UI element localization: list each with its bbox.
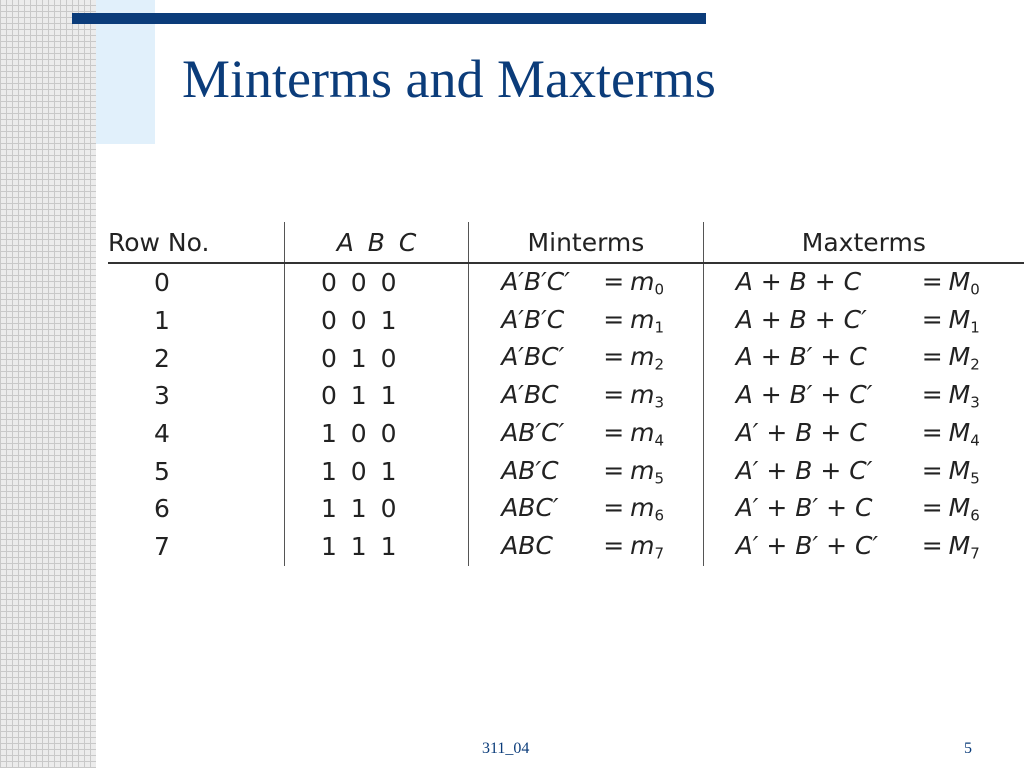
minterm-index: 3 [654, 393, 665, 412]
maxterm-index: 7 [970, 544, 980, 563]
maxterm-cell [703, 302, 1024, 340]
row-number: 0 [108, 263, 284, 302]
table-row [108, 302, 1024, 340]
abc-values: 0 1 1 [284, 377, 468, 415]
maxterm-index: 4 [970, 431, 980, 450]
minterm-expression: ABC [501, 530, 553, 560]
minterm-index: 0 [654, 280, 665, 299]
header-row-no: Row No. [108, 222, 284, 263]
maxterm-symbol: M [948, 455, 971, 485]
minterm-symbol: m [630, 455, 655, 485]
minterm-expression: AB′C′ [501, 417, 565, 447]
maxterm-symbol: M [948, 304, 971, 334]
row-number: 4 [108, 415, 284, 453]
row-number: 1 [108, 302, 284, 340]
maxterm-symbol: M [948, 342, 971, 372]
abc-values: 0 1 0 [284, 339, 468, 377]
table-row [108, 339, 1024, 377]
page-number: 5 [964, 740, 972, 757]
maxterm-cell [703, 377, 1024, 415]
minterm-symbol: m [630, 380, 655, 410]
maxterm-symbol: M [948, 380, 971, 410]
abc-values: 0 0 1 [284, 302, 468, 340]
minterm-index: 4 [654, 431, 665, 450]
header-minterms: Minterms [469, 222, 704, 263]
maxterm-cell [703, 263, 1024, 302]
table-row [108, 415, 1024, 453]
maxterm-expression: A′ + B + C [735, 417, 867, 447]
table-row [108, 528, 1024, 566]
footer-slide-code: 311_04 [482, 740, 530, 757]
equals-sign: = [921, 304, 943, 334]
grid-pattern-strip [0, 0, 96, 768]
maxterm-symbol: M [948, 530, 971, 560]
minterm-symbol: m [630, 342, 655, 372]
equals-sign: = [921, 455, 943, 485]
minterm-expression: A′B′C′ [501, 267, 570, 297]
maxterm-symbol: M [948, 493, 971, 523]
minterm-symbol: m [630, 267, 655, 297]
equals-sign: = [603, 380, 625, 410]
minterm-index: 5 [654, 469, 665, 488]
row-number: 7 [108, 528, 284, 566]
maxterm-expression: A + B′ + C′ [735, 380, 873, 410]
minterm-cell [469, 452, 704, 490]
abc-values: 1 1 1 [284, 528, 468, 566]
minterm-expression: A′BC′ [501, 342, 565, 372]
minterm-expression: A′B′C [501, 304, 565, 334]
slide-title: Minterms and Maxterms [182, 49, 716, 109]
equals-sign: = [603, 342, 625, 372]
minterm-cell [469, 302, 704, 340]
row-number: 5 [108, 452, 284, 490]
maxterm-symbol: M [948, 417, 971, 447]
table-row [108, 377, 1024, 415]
equals-sign: = [921, 530, 943, 560]
row-number: 3 [108, 377, 284, 415]
maxterm-index: 6 [970, 506, 980, 525]
table-header-row [108, 222, 1024, 263]
maxterm-index: 2 [970, 355, 980, 374]
maxterm-expression: A′ + B′ + C [735, 493, 873, 523]
minterm-index: 7 [654, 544, 665, 563]
minterm-expression: ABC′ [501, 493, 559, 523]
abc-values: 1 1 0 [284, 490, 468, 528]
table-row [108, 452, 1024, 490]
minterm-index: 1 [654, 318, 665, 337]
maxterm-index: 3 [970, 393, 980, 412]
abc-values: 1 0 1 [284, 452, 468, 490]
title-accent-bar [72, 13, 706, 24]
minterm-cell [469, 490, 704, 528]
maxterm-cell [703, 452, 1024, 490]
header-abc [284, 222, 468, 263]
equals-sign: = [603, 304, 625, 334]
maxterm-cell [703, 415, 1024, 453]
maxterm-cell [703, 339, 1024, 377]
equals-sign: = [921, 493, 943, 523]
equals-sign: = [921, 380, 943, 410]
maxterm-index: 1 [970, 318, 980, 337]
equals-sign: = [603, 417, 625, 447]
table-row [108, 263, 1024, 302]
equals-sign: = [921, 342, 943, 372]
minterm-cell [469, 528, 704, 566]
row-number: 2 [108, 339, 284, 377]
maxterm-cell [703, 528, 1024, 566]
table-row [108, 490, 1024, 528]
minterm-symbol: m [630, 417, 655, 447]
equals-sign: = [603, 267, 625, 297]
maxterm-expression: A + B + C′ [735, 304, 867, 334]
row-number: 6 [108, 490, 284, 528]
equals-sign: = [603, 455, 625, 485]
minterm-symbol: m [630, 493, 655, 523]
maxterm-symbol: M [948, 267, 971, 297]
maxterm-index: 0 [970, 280, 980, 299]
maxterm-expression: A′ + B′ + C′ [735, 530, 879, 560]
abc-values: 0 0 0 [284, 263, 468, 302]
maxterm-expression: A + B + C [735, 267, 862, 297]
minterm-cell [469, 415, 704, 453]
minterm-cell [469, 339, 704, 377]
equals-sign: = [921, 267, 943, 297]
maxterm-expression: A + B′ + C [735, 342, 867, 372]
minterm-symbol: m [630, 530, 655, 560]
minterm-cell [469, 377, 704, 415]
minterm-index: 2 [654, 355, 665, 374]
maxterm-expression: A′ + B + C′ [735, 455, 873, 485]
header-maxterms: Maxterms [703, 222, 1024, 263]
abc-values: 1 0 0 [284, 415, 468, 453]
minterm-symbol: m [630, 304, 655, 334]
minterms-maxterms-table [108, 222, 1024, 566]
equals-sign: = [603, 493, 625, 523]
equals-sign: = [921, 417, 943, 447]
header-abc-label: A B C [336, 227, 417, 257]
minterm-expression: AB′C [501, 455, 559, 485]
maxterm-index: 5 [970, 469, 980, 488]
minterm-expression: A′BC [501, 380, 559, 410]
equals-sign: = [603, 530, 625, 560]
maxterm-cell [703, 490, 1024, 528]
minterm-cell [469, 263, 704, 302]
minterm-index: 6 [654, 506, 665, 525]
